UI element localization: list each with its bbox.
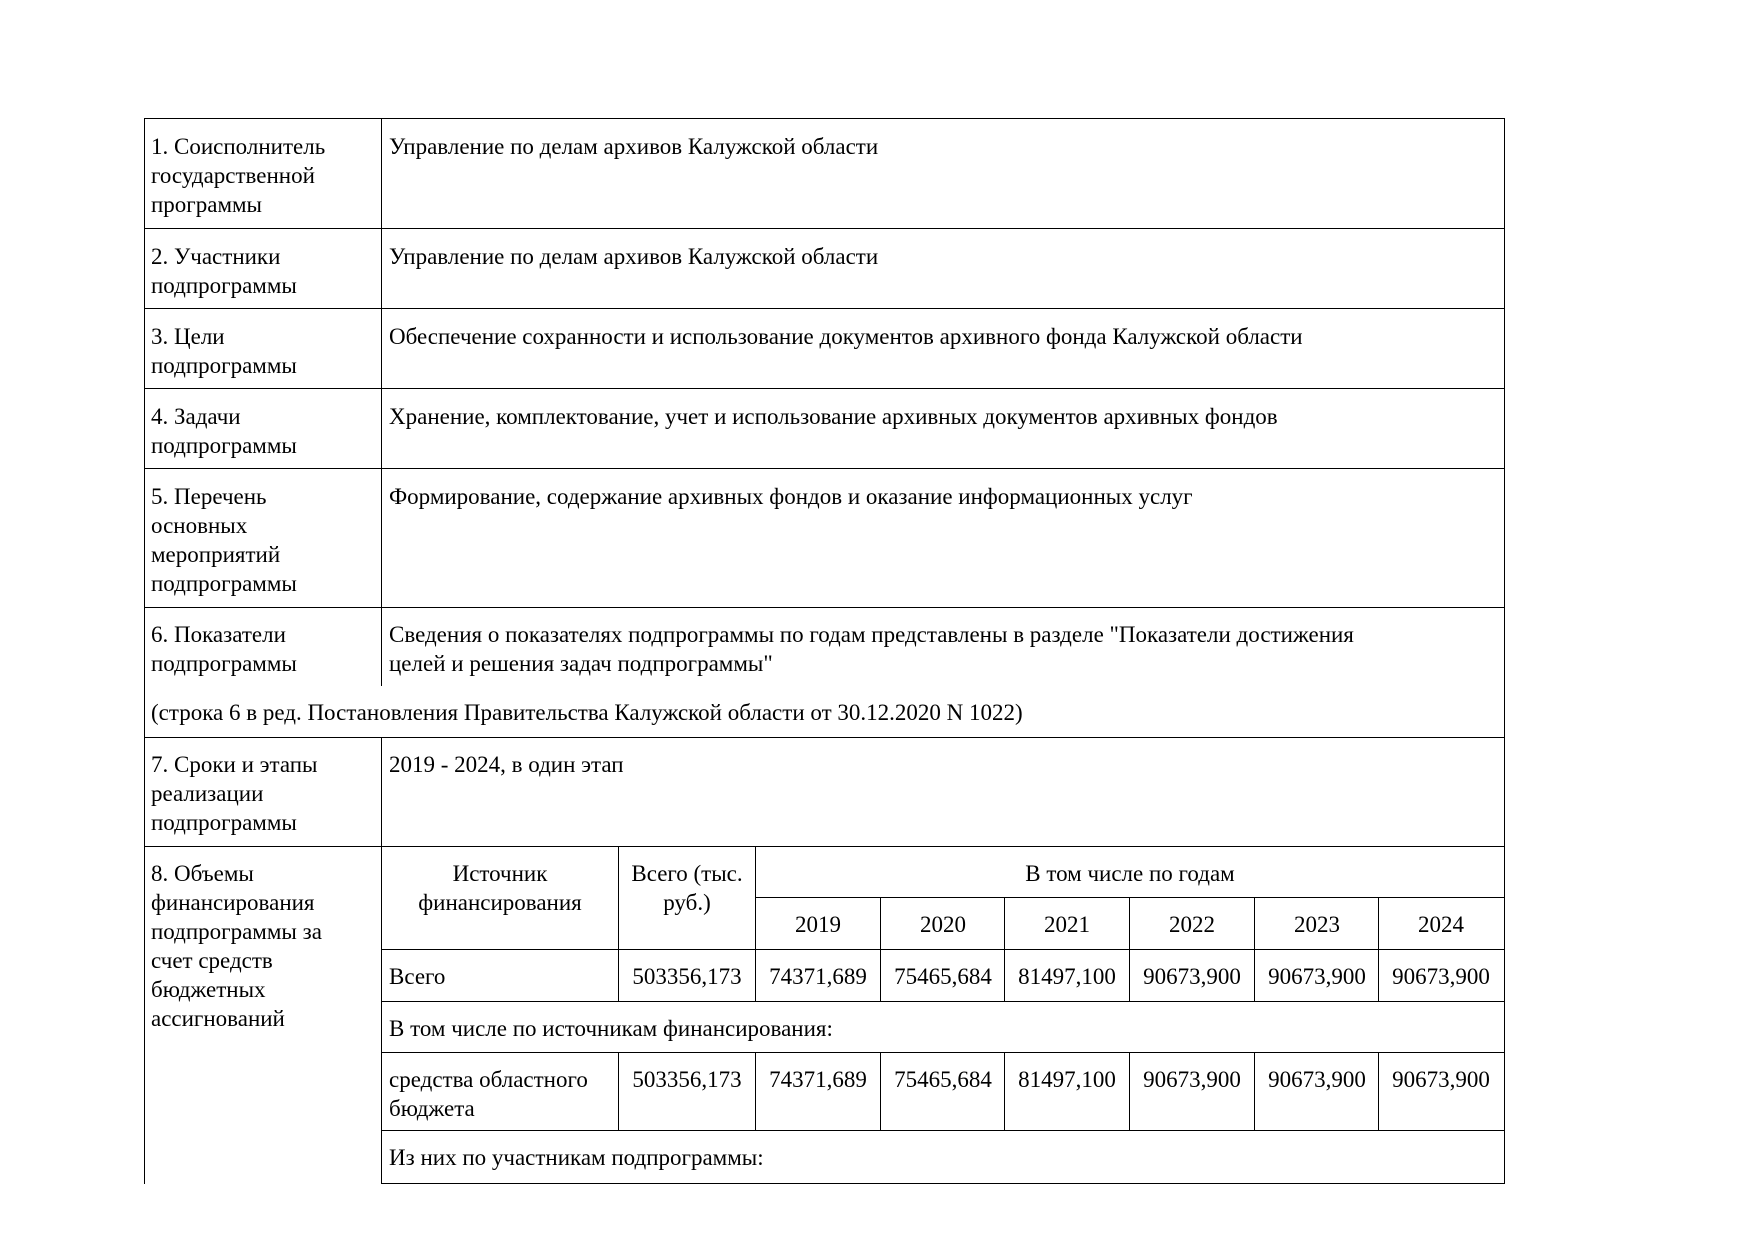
row5-label-line: подпрограммы bbox=[151, 571, 297, 596]
funding-divider bbox=[381, 1052, 1505, 1053]
funding-total-value: 75465,684 bbox=[894, 964, 992, 989]
table-border bbox=[144, 118, 1505, 119]
funding-regional-label-line: бюджета bbox=[389, 1096, 475, 1121]
row-divider bbox=[144, 846, 1505, 847]
row1-label-line: 1. Соисполнитель bbox=[151, 134, 326, 159]
row7-content: 2019 - 2024, в один этап bbox=[389, 752, 624, 777]
row2-label bbox=[151, 242, 297, 300]
row4-label-line: подпрограммы bbox=[151, 433, 297, 458]
row-divider bbox=[144, 468, 1505, 469]
funding-by-source-label: В том числе по источникам финансирования: bbox=[389, 1016, 833, 1041]
funding-header-total-line: Всего (тыс. bbox=[631, 861, 743, 886]
row8-label-line: ассигнований bbox=[151, 1006, 285, 1031]
year-header: 2019 bbox=[795, 912, 841, 937]
row8-label-line: финансирования bbox=[151, 890, 315, 915]
row3-label-line: 3. Цели bbox=[151, 324, 225, 349]
funding-total-value: 90673,900 bbox=[1143, 964, 1241, 989]
row1-content: Управление по делам архивов Калужской области bbox=[389, 134, 879, 159]
row1-label-line: программы bbox=[151, 192, 263, 217]
row8-label-line: бюджетных bbox=[151, 977, 266, 1002]
row7-label-line: 7. Сроки и этапы bbox=[151, 752, 318, 777]
row8-label-line: 8. Объемы bbox=[151, 861, 254, 886]
row5-content: Формирование, содержание архивных фондов и оказание информационных услуг bbox=[389, 484, 1193, 509]
row3-label bbox=[151, 322, 297, 380]
funding-regional-value: 81497,100 bbox=[1018, 1067, 1116, 1092]
row3-label-line: подпрограммы bbox=[151, 353, 297, 378]
funding-header-source bbox=[382, 859, 618, 917]
row8-label-line: счет средств bbox=[151, 948, 273, 973]
funding-divider bbox=[381, 949, 1505, 950]
funding-header-total-line: руб.) bbox=[663, 890, 711, 915]
year-header: 2021 bbox=[1044, 912, 1090, 937]
row-divider bbox=[144, 228, 1505, 229]
row6-label-line: 6. Показатели bbox=[151, 622, 286, 647]
funding-total-value: 90673,900 bbox=[1268, 964, 1366, 989]
funding-regional-sum: 503356,173 bbox=[632, 1067, 742, 1092]
row8-label bbox=[151, 859, 322, 1033]
row-divider bbox=[144, 388, 1505, 389]
year-header: 2020 bbox=[920, 912, 966, 937]
funding-divider bbox=[381, 1183, 1505, 1184]
funding-header-total bbox=[619, 859, 755, 917]
row1-label bbox=[151, 132, 325, 219]
funding-regional-label-line: средства областного bbox=[389, 1067, 588, 1092]
year-header: 2023 bbox=[1294, 912, 1340, 937]
row2-label-line: подпрограммы bbox=[151, 273, 297, 298]
row6-content bbox=[389, 620, 1354, 678]
row2-content: Управление по делам архивов Калужской области bbox=[389, 244, 879, 269]
row-divider bbox=[144, 607, 1505, 608]
row6-amendment-note: (строка 6 в ред. Постановления Правительства Калужской области от 30.12.2020 N 1022) bbox=[151, 700, 1023, 725]
row7-label-line: реализации bbox=[151, 781, 264, 806]
funding-divider bbox=[381, 1001, 1505, 1002]
row-divider bbox=[144, 737, 1505, 738]
column-divider bbox=[381, 118, 382, 686]
row7-label bbox=[151, 750, 318, 837]
funding-regional-value: 90673,900 bbox=[1143, 1067, 1241, 1092]
funding-total-value: 90673,900 bbox=[1392, 964, 1490, 989]
row-divider bbox=[144, 308, 1505, 309]
row8-label-line: подпрограммы за bbox=[151, 919, 322, 944]
funding-regional-label bbox=[389, 1065, 588, 1123]
funding-header-source-line: Источник bbox=[452, 861, 548, 886]
table-border bbox=[1504, 118, 1505, 1184]
funding-header-years: В том числе по годам bbox=[1025, 861, 1235, 886]
row4-label-line: 4. Задачи bbox=[151, 404, 241, 429]
row4-label bbox=[151, 402, 297, 460]
funding-total-sum: 503356,173 bbox=[632, 964, 742, 989]
funding-total-label: Всего bbox=[389, 964, 446, 989]
row2-label-line: 2. Участники bbox=[151, 244, 281, 269]
row5-label-line: основных bbox=[151, 513, 248, 538]
funding-divider bbox=[755, 897, 1505, 898]
row6-label bbox=[151, 620, 297, 678]
row5-label bbox=[151, 482, 297, 598]
funding-by-participants-label: Из них по участникам подпрограммы: bbox=[389, 1145, 764, 1170]
row6-content-line: целей и решения задач подпрограммы" bbox=[389, 651, 773, 676]
year-header: 2024 bbox=[1418, 912, 1464, 937]
funding-regional-value: 90673,900 bbox=[1268, 1067, 1366, 1092]
year-header: 2022 bbox=[1169, 912, 1215, 937]
funding-regional-value: 75465,684 bbox=[894, 1067, 992, 1092]
funding-header-source-line: финансирования bbox=[418, 890, 582, 915]
column-divider bbox=[381, 737, 382, 1184]
funding-regional-value: 90673,900 bbox=[1392, 1067, 1490, 1092]
row7-label-line: подпрограммы bbox=[151, 810, 297, 835]
row3-content: Обеспечение сохранности и использование документов архивного фонда Калужской области bbox=[389, 324, 1303, 349]
row6-label-line: подпрограммы bbox=[151, 651, 297, 676]
funding-regional-value: 74371,689 bbox=[769, 1067, 867, 1092]
funding-divider bbox=[381, 1130, 1505, 1131]
row5-label-line: мероприятий bbox=[151, 542, 281, 567]
table-border bbox=[144, 118, 145, 1184]
row4-content: Хранение, комплектование, учет и использование архивных документов архивных фондов bbox=[389, 404, 1278, 429]
row6-content-line: Сведения о показателях подпрограммы по годам представлены в разделе "Показатели достижения bbox=[389, 622, 1354, 647]
row1-label-line: государственной bbox=[151, 163, 315, 188]
funding-total-value: 81497,100 bbox=[1018, 964, 1116, 989]
funding-total-value: 74371,689 bbox=[769, 964, 867, 989]
row5-label-line: 5. Перечень bbox=[151, 484, 267, 509]
